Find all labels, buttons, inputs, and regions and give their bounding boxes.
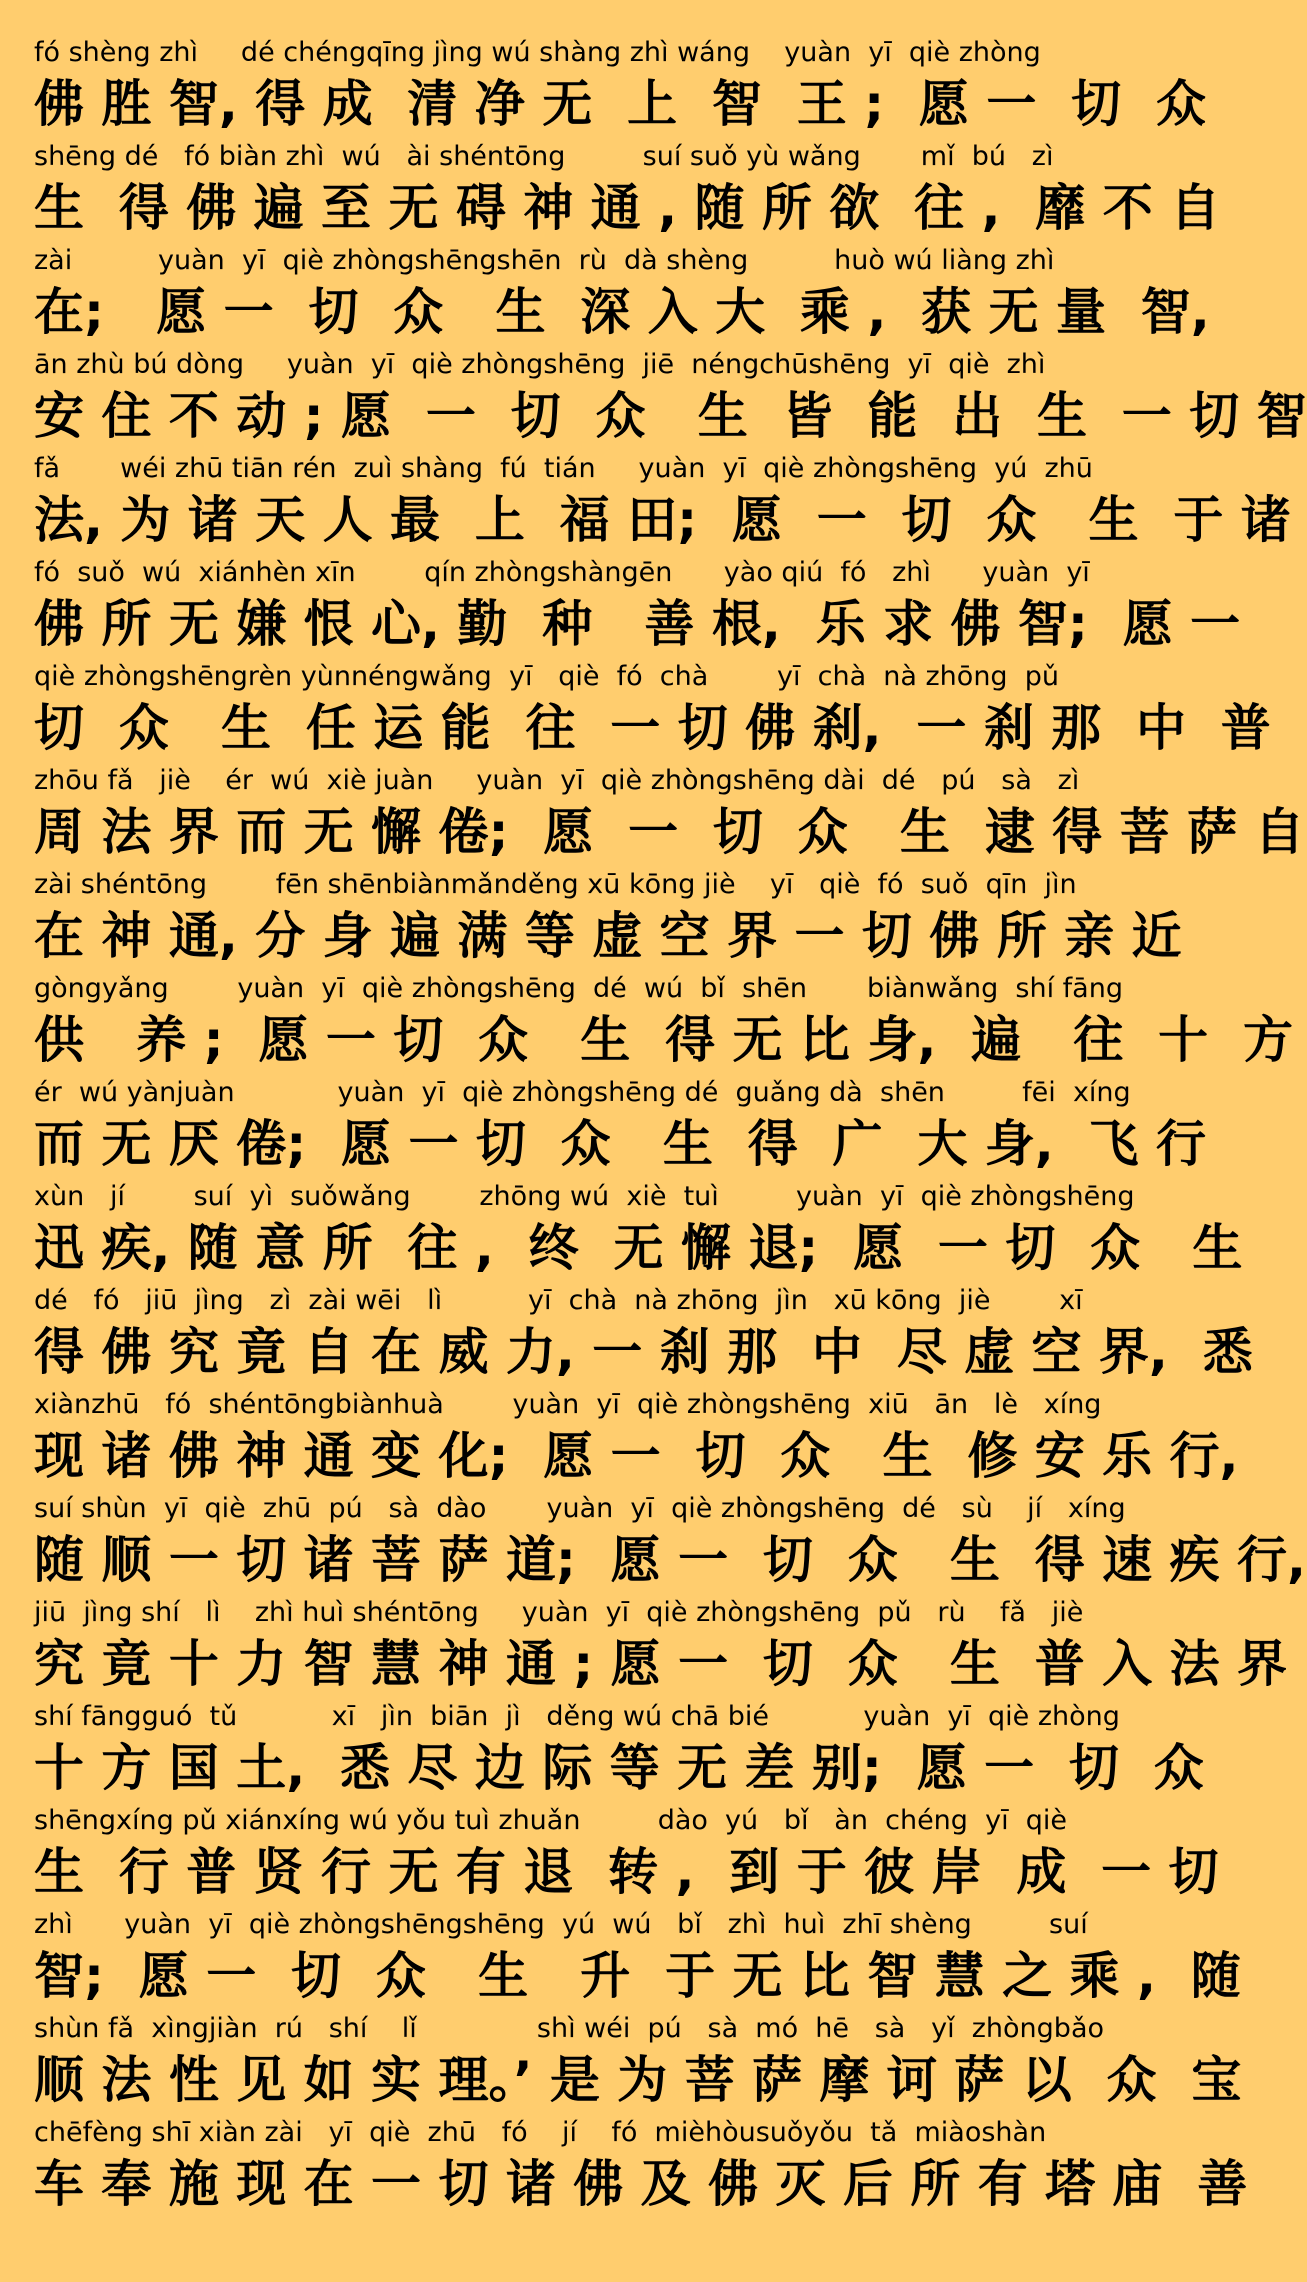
hanzi-row: 安 住 不 动 ; 愿 一 切 众 生 皆 能 出 生 一 切 智 xyxy=(34,387,1307,445)
pinyin-row: fó suǒ wú xiánhèn xīn qín zhòngshàngēn yào qiú fó zhì yuàn yī xyxy=(34,557,1090,588)
pinyin-row: xùn jí suí yì suǒwǎng zhōng wú xiè tuì yuàn yī qiè zhòngshēng xyxy=(34,1181,1135,1212)
hanzi-row: 周 法 界 而 无 懈 倦; 愿 一 切 众 生 逮 得 菩 萨 自 xyxy=(34,803,1305,861)
text-line-7 xyxy=(34,661,1271,766)
pinyin-row: shùn fǎ xìngjiàn rú shí lǐ shì wéi pú sà mó hē sà yǐ zhòngbǎo xyxy=(34,2013,1105,2044)
pinyin-row: zhōu fǎ jiè ér wú xiè juàn yuàn yī qiè zhòngshēng dài dé pú sà zì xyxy=(34,765,1080,796)
text-line-18 xyxy=(34,1805,1219,1910)
pinyin-row: ér wú yànjuàn yuàn yī qiè zhòngshēng dé guǎng dà shēn fēi xíng xyxy=(34,1077,1131,1108)
hanzi-row: 随 顺 一 切 诸 菩 萨 道; 愿 一 切 众 生 得 速 疾 行, xyxy=(34,1531,1306,1589)
pinyin-row: suí shùn yī qiè zhū pú sà dào yuàn yī qiè zhòngshēng dé sù jí xíng xyxy=(34,1493,1126,1524)
pinyin-row: ān zhù bú dòng yuàn yī qiè zhòngshēng jiē néngchūshēng yī qiè zhì xyxy=(34,349,1046,380)
text-line-16 xyxy=(34,1597,1287,1702)
text-line-9 xyxy=(34,869,1182,974)
hanzi-row: 在; 愿 一 切 众 生 深 入 大 乘 , 获 无 量 智, xyxy=(34,283,1210,341)
pinyin-row: gòngyǎng yuàn yī qiè zhòngshēng dé wú bǐ shēn biànwǎng shí fāng xyxy=(34,973,1123,1004)
pinyin-row: shēngxíng pǔ xiánxíng wú yǒu tuì zhuǎn dào yú bǐ àn chéng yī qiè xyxy=(34,1805,1067,1836)
pinyin-row: jiū jìng shí lì zhì huì shéntōng yuàn yī qiè zhòngshēng pǔ rù fǎ jiè xyxy=(34,1597,1084,1628)
text-line-8 xyxy=(34,765,1305,870)
text-line-17 xyxy=(34,1701,1204,1806)
hanzi-row: 供 养 ; 愿 一 切 众 生 得 无 比 身, 遍 往 十 方 xyxy=(34,1011,1293,1069)
text-line-10 xyxy=(34,973,1293,1078)
text-line-4 xyxy=(34,349,1307,454)
hanzi-row: 迅 疾, 随 意 所 往 , 终 无 懈 退; 愿 一 切 众 生 xyxy=(34,1219,1243,1277)
hanzi-row: 十 方 国 土, 悉 尽 边 际 等 无 差 别; 愿 一 切 众 xyxy=(34,1739,1204,1797)
text-line-13 xyxy=(34,1285,1253,1390)
hanzi-row: 佛 胜 智, 得 成 清 净 无 上 智 王 ; 愿 一 切 众 xyxy=(34,75,1206,133)
text-line-1 xyxy=(34,37,1206,142)
pinyin-row: shēng dé fó biàn zhì wú ài shéntōng suí suǒ yù wǎng mǐ bú zì xyxy=(34,141,1054,172)
text-line-2 xyxy=(34,141,1221,246)
hanzi-row: 而 无 厌 倦; 愿 一 切 众 生 得 广 大 身, 飞 行 xyxy=(34,1115,1206,1173)
hanzi-row: 究 竟 十 力 智 慧 神 通 ; 愿 一 切 众 生 普 入 法 界 xyxy=(34,1635,1287,1693)
text-line-6 xyxy=(34,557,1241,662)
hanzi-row: 切 众 生 任 运 能 往 一 切 佛 刹, 一 刹 那 中 普 xyxy=(34,699,1271,757)
pinyin-row: fǎ wéi zhū tiān rén zuì shàng fú tián yuàn yī qiè zhòngshēng yú zhū xyxy=(34,453,1093,484)
pinyin-row: chēfèng shī xiàn zài yī qiè zhū fó jí fó mièhòusuǒyǒu tǎ miàoshàn xyxy=(34,2117,1047,2148)
text-line-19 xyxy=(34,1909,1241,2014)
hanzi-row: 生 得 佛 遍 至 无 碍 神 通 , 随 所 欲 往 , 靡 不 自 xyxy=(34,179,1221,237)
hanzi-row: 车 奉 施 现 在 一 切 诸 佛 及 佛 灭 后 所 有 塔 庙 善 xyxy=(34,2155,1248,2213)
text-line-14 xyxy=(34,1389,1239,1494)
hanzi-row: 佛 所 无 嫌 恨 心, 勤 种 善 根, 乐 求 佛 智; 愿 一 xyxy=(34,595,1241,653)
text-line-15 xyxy=(34,1493,1306,1598)
pinyin-row: zài yuàn yī qiè zhòngshēngshēn rù dà shèng huò wú liàng zhì xyxy=(34,245,1055,276)
pinyin-row: zài shéntōng fēn shēnbiànmǎnděng xū kōng jiè yī qiè fó suǒ qīn jìn xyxy=(34,869,1077,900)
text-line-5 xyxy=(34,453,1291,558)
pinyin-row: xiànzhū fó shéntōngbiànhuà yuàn yī qiè zhòngshēng xiū ān lè xíng xyxy=(34,1389,1102,1420)
hanzi-row: 顺 法 性 见 如 实 理。’ 是 为 菩 萨 摩 诃 萨 以 众 宝 xyxy=(34,2051,1242,2109)
pinyin-row: dé fó jiū jìng zì zài wēi lì yī chà nà zhōng jìn xū kōng jiè xī xyxy=(34,1285,1083,1316)
hanzi-row: 在 神 通, 分 身 遍 满 等 虚 空 界 一 切 佛 所 亲 近 xyxy=(34,907,1182,965)
text-line-21 xyxy=(34,2117,1248,2222)
text-line-11 xyxy=(34,1077,1206,1182)
hanzi-row: 法, 为 诸 天 人 最 上 福 田; 愿 一 切 众 生 于 诸 xyxy=(34,491,1291,549)
hanzi-row: 生 行 普 贤 行 无 有 退 转 , 到 于 彼 岸 成 一 切 xyxy=(34,1843,1219,1901)
pinyin-row: zhì yuàn yī qiè zhòngshēngshēng yú wú bǐ zhì huì zhī shèng suí xyxy=(34,1909,1088,1940)
text-line-3 xyxy=(34,245,1210,350)
text-line-12 xyxy=(34,1181,1243,1286)
pinyin-row: fó shèng zhì dé chéngqīng jìng wú shàng zhì wáng yuàn yī qiè zhòng xyxy=(34,37,1041,68)
pinyin-row: qiè zhòngshēngrèn yùnnéngwǎng yī qiè fó chà yī chà nà zhōng pǔ xyxy=(34,661,1059,692)
hanzi-row: 智; 愿 一 切 众 生 升 于 无 比 智 慧 之 乘 , 随 xyxy=(34,1947,1241,2005)
hanzi-row: 现 诸 佛 神 通 变 化; 愿 一 切 众 生 修 安 乐 行, xyxy=(34,1427,1239,1485)
text-line-20 xyxy=(34,2013,1242,2118)
hanzi-row: 得 佛 究 竟 自 在 威 力, 一 刹 那 中 尽 虚 空 界, 悉 xyxy=(34,1323,1253,1381)
pinyin-row: shí fāngguó tǔ xī jìn biān jì děng wú chā bié yuàn yī qiè zhòng xyxy=(34,1701,1120,1732)
